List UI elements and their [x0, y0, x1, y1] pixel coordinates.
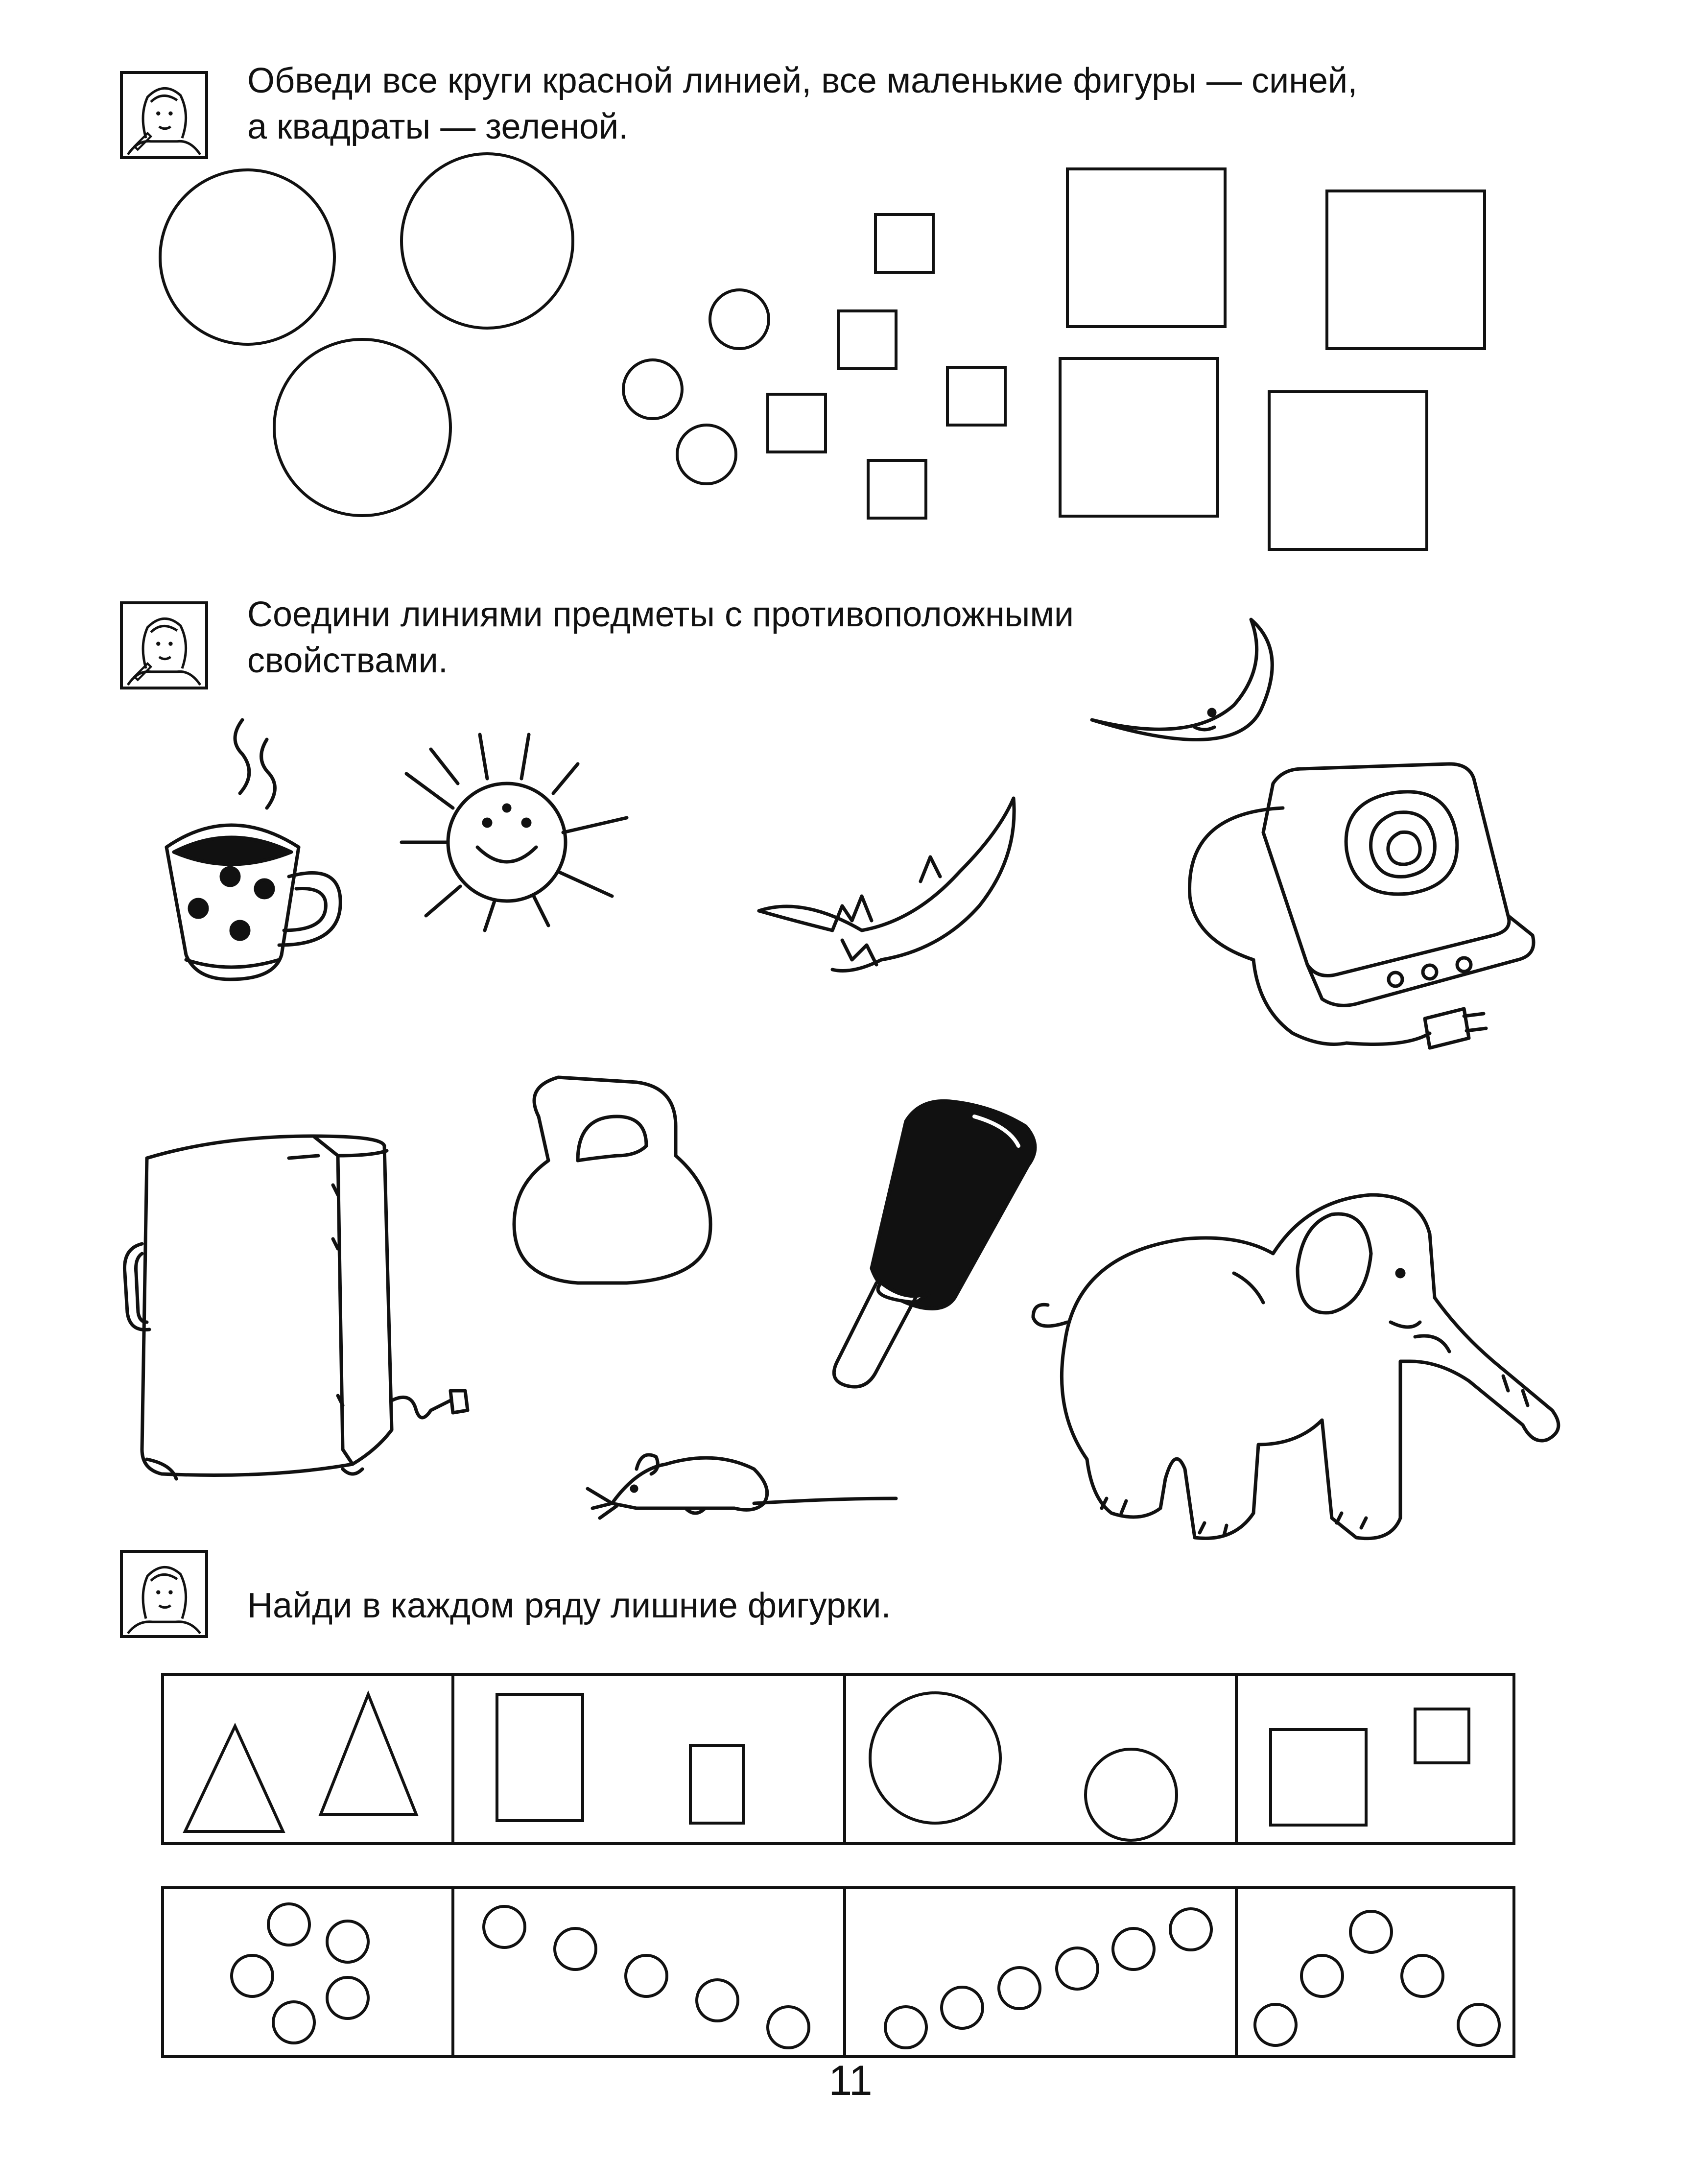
circle: [1458, 2004, 1499, 2045]
task-1-instruction: Обведи все круги красной линией, все маленькие фигуры — синей, а квадраты — зеленой.: [247, 61, 1358, 146]
row-frame: [163, 1888, 1514, 2057]
circle: [1255, 2004, 1296, 2045]
circle: [942, 1987, 983, 2028]
circle: [273, 2002, 314, 2043]
circle: [484, 1906, 525, 1947]
circle: [1057, 1948, 1098, 1989]
circle: [870, 1693, 1000, 1823]
rectangle: [690, 1746, 743, 1823]
circle: [1402, 1955, 1443, 1996]
task-3-instruction: Найди в каждом ряду лишние фигурки.: [247, 1586, 891, 1625]
circle: [232, 1955, 273, 1996]
circle: [555, 1928, 596, 1970]
circle: [1350, 1911, 1392, 1952]
circle: [626, 1955, 667, 1996]
figure-row-2: [163, 1888, 1514, 2057]
circle: [1113, 1928, 1154, 1970]
circle: [999, 1968, 1040, 2009]
triangle: [321, 1694, 416, 1814]
task-2-instruction: Соедини линиями предметы с противоположными свойствами.: [247, 595, 1074, 680]
circle: [268, 1904, 309, 1945]
circle: [1170, 1909, 1211, 1950]
page-number: 11: [828, 2057, 873, 2104]
square: [1271, 1730, 1366, 1825]
circle: [327, 1921, 368, 1962]
rectangle: [497, 1694, 583, 1821]
circle: [885, 2007, 926, 2048]
figure-row-1: [163, 1675, 1514, 1844]
circle: [1086, 1749, 1177, 1840]
circle: [768, 2007, 809, 2048]
triangle: [185, 1726, 283, 1831]
circle: [327, 1977, 368, 2018]
circle: [1301, 1955, 1343, 1996]
circle: [697, 1980, 738, 2021]
square: [1415, 1709, 1469, 1763]
